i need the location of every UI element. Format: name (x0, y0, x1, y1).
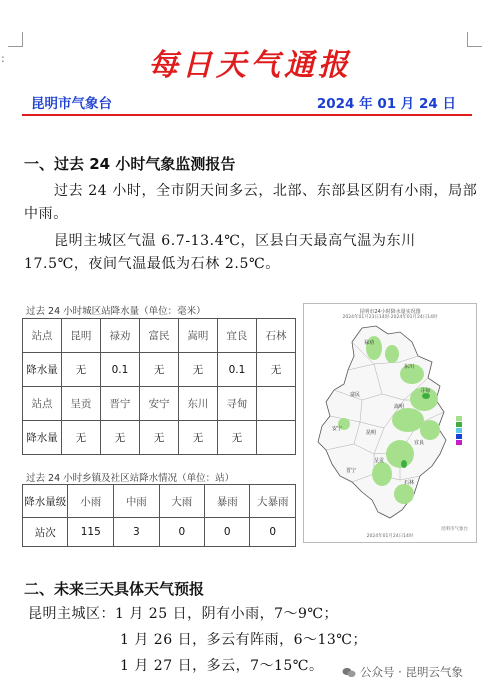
station-table-cell: 115 (68, 518, 114, 547)
edge-mark: : (1, 52, 5, 65)
header-divider (22, 114, 472, 116)
station-table-cell: 0 (250, 518, 296, 547)
precip-table-cell: 寻甸 (217, 387, 256, 421)
rain-area (420, 420, 440, 440)
precip-table-cell: 无 (217, 421, 256, 455)
precip-table (22, 318, 296, 455)
map-label: 宜良 (414, 440, 425, 446)
station-table-cell: 0 (159, 518, 204, 547)
station-table-caption: 过去 24 小时乡镇及社区站降水情况（单位：站） (26, 473, 235, 484)
precip-table-cell: 嵩明 (178, 319, 217, 353)
watermark-text: 公众号 · 昆明云气象 (360, 665, 463, 679)
legend-swatch (456, 434, 462, 439)
precip-table-cell: 禄劝 (100, 319, 139, 353)
rain-area (386, 440, 414, 468)
precip-table-cell: 晋宁 (100, 387, 139, 421)
map-graphic (304, 304, 476, 542)
rain-area (392, 408, 424, 432)
station-table-header: 暴雨 (205, 485, 250, 518)
precip-table-cell: 降水量 (23, 421, 62, 455)
wechat-watermark (342, 664, 463, 680)
map-subtitle: 2024年01月23日14时-2024年01月24日14时 (342, 315, 438, 320)
section1-paragraph-1-text: 过去 24 小时，全市阴天间多云，北部、东部县区阴有小雨，局部中雨。 (24, 183, 478, 222)
rain-area (401, 460, 407, 468)
precip-table-cell: 无 (178, 421, 217, 455)
issuer-name: 昆明市气象台 (31, 96, 112, 112)
precip-table-cell: 石林 (257, 319, 296, 353)
precip-table-cell: 0.1 (217, 353, 256, 387)
forecast-line-1: 昆明主城区：1 月 25 日，阴有小雨，7～9℃； (28, 606, 339, 622)
map-footer: 2024年01月24日14时 (366, 534, 414, 539)
station-table-header: 大暴雨 (250, 485, 296, 518)
map-label: 昆明 (366, 430, 377, 436)
station-table-cell: 3 (114, 518, 159, 547)
precip-table-cell (257, 421, 296, 455)
precip-table-cell: 0.1 (100, 353, 139, 387)
rain-area (372, 462, 392, 486)
precip-table-caption: 过去 24 小时城区站降水量（单位：毫米） (26, 306, 206, 317)
map-label: 富民 (350, 392, 361, 398)
map-label: 呈贡 (374, 458, 385, 464)
precip-table-cell: 无 (140, 353, 179, 387)
precip-table-cell: 富民 (140, 319, 179, 353)
section1-heading: 一、过去 24 小时气象监测报告 (24, 155, 236, 173)
section1-paragraph-2-text: 昆明主城区气温 6.7-13.4℃，区县白天最高气温为东川 17.5℃，夜间气温最低为石林 2.5℃。 (24, 233, 416, 272)
section2-heading: 二、未来三天具体天气预报 (24, 580, 205, 598)
map-label: 东川 (404, 364, 415, 370)
map-label: 石林 (404, 480, 415, 486)
section1-paragraph-2 (24, 230, 478, 276)
precip-table-cell: 降水量 (23, 353, 62, 387)
precip-table-cell (257, 387, 296, 421)
station-table-cell: 0 (205, 518, 250, 547)
precip-table-cell: 无 (140, 421, 179, 455)
legend-swatch (456, 422, 462, 427)
precip-table-cell: 东川 (178, 387, 217, 421)
precip-table-cell: 无 (100, 421, 139, 455)
map-title: 昆明市24小时降水量实况图 (359, 309, 421, 315)
precip-table-cell: 站点 (23, 387, 62, 421)
rain-area (385, 345, 399, 363)
precipitation-map (303, 303, 477, 543)
station-table-header: 小雨 (68, 485, 114, 518)
precip-table-cell: 无 (61, 421, 100, 455)
precip-table-cell: 宜良 (217, 319, 256, 353)
station-table-header: 中雨 (114, 485, 159, 518)
forecast-line-2: 1 月 26 日，多云有阵雨，6～13℃； (120, 632, 367, 648)
wechat-icon (342, 667, 356, 678)
station-table (22, 484, 296, 547)
precip-table-cell: 呈贡 (61, 387, 100, 421)
legend-swatch (456, 428, 462, 433)
map-label: 嵩明 (394, 404, 405, 410)
map-label: 安宁 (332, 426, 343, 432)
map-legend (456, 416, 462, 445)
station-table-header: 降水量级 (23, 485, 68, 518)
precip-table-cell: 无 (257, 353, 296, 387)
forecast-line-3: 1 月 27 日，多云，7～15℃。 (120, 658, 324, 674)
precip-table-cell: 安宁 (140, 387, 179, 421)
map-label: 寻甸 (420, 388, 431, 394)
section1-paragraph-1 (24, 180, 478, 226)
rain-area (394, 484, 414, 504)
legend-swatch (456, 440, 462, 445)
precip-table-cell: 昆明 (61, 319, 100, 353)
map-agency: 昆明市气象台 (441, 527, 468, 532)
station-table-header: 大雨 (159, 485, 204, 518)
precip-table-cell: 无 (178, 353, 217, 387)
map-label: 禄劝 (364, 340, 375, 346)
precip-table-cell: 无 (61, 353, 100, 387)
masthead-title: 每日天气通报 (148, 48, 352, 83)
legend-swatch (456, 416, 462, 421)
precip-table-cell: 站点 (23, 319, 62, 353)
report-date: 2024 年 01 月 24 日 (316, 96, 456, 112)
station-table-row-label: 站次 (23, 518, 68, 547)
map-label: 晋宁 (346, 468, 357, 474)
